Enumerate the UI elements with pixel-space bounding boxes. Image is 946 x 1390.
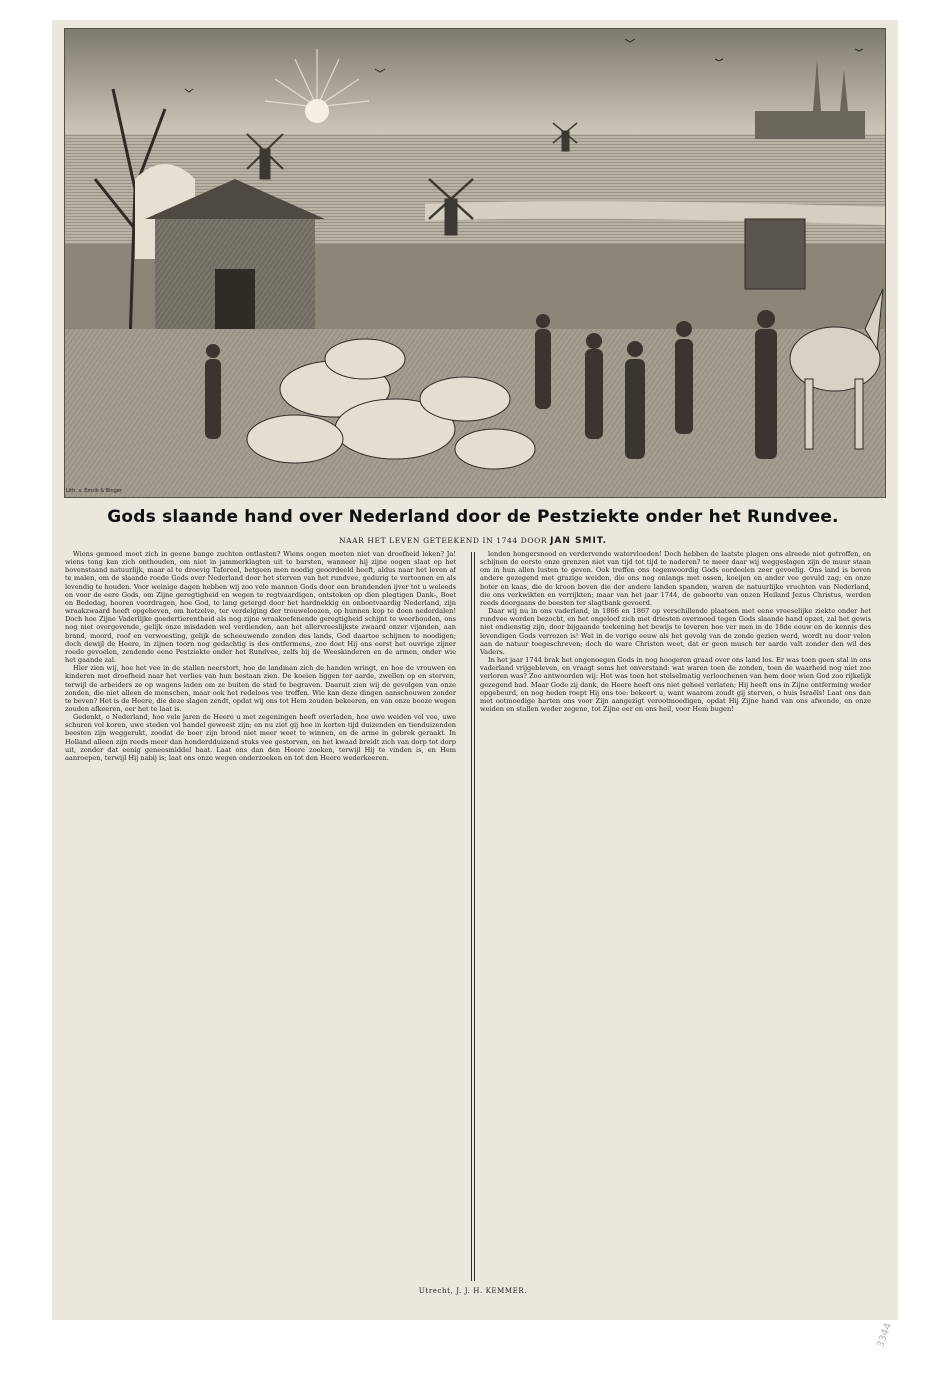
engraving-illustration <box>64 28 886 498</box>
print-title: Gods slaande hand over Nederland door de Pestziekte onder het Rundvee. <box>107 507 839 527</box>
left-paragraph: Hier zien wij, hoe het vee in de stallen neerstort, hoe de landman zich de handen wringt, en hoe de vrouwen en kinderen met droefheid naar het verlies van hun bestaan zien. De koeien liggen ter aarde, zwellen op en sterven, terwijl de arbeiders ze op wagens laden om ze buiten de stad te begraven. Daaruit zien wij de gevolgen van onze zonden, die niet alleen de menschen, maar ook het redeloos vee treffen. Wie kan deze dingen aanschouwen zonder te beven? Het is de Heere, die deze slagen zendt, opdat wij ons tot Hem zouden bekeeren, en van onze booze wegen zouden afkeeren, eer het te laat is. <box>65 664 456 713</box>
print-subtitle <box>40 536 906 546</box>
right-paragraph: Daar wij nu in ons vaderland, in 1866 en 1867 op verschillende plaatsen met eene vreeselijke ziekte onder het rundvee worden bezocht, en het ongeloof zich met driesten overmoed tegen Gods slaande hand opzet, zal het gewis niet ondienstig zijn, door bijgaande teekening het bewijs te leveren hoe ver men in de 18de eeuw en de kennis des levendigen Gods verrezen is! Wat in de vorige eeuw als het gevolg van de zonde gezien werd, wordt nu door velen aan de natuur toegeschreven; doch de ware Christen weet, dat er geen musch ter aarde valt zonder den wil des Vaders. <box>480 607 871 656</box>
subtitle-lead: NAAR HET LEVEN GETEEKEND IN 1744 DOOR <box>338 536 548 545</box>
column-divider <box>474 552 475 1281</box>
left-paragraph: Wiens gemoed moet zich in geene bange zuchten ontlasten? Wiens oogen moeten niet van droefheid leken? Ja! wiens tong kan zich onthouden, om niet in jammerklagten uit te barsten, wanneer hij zijne oogen slaat op het bovenstaand natuurlijk, maar al te droevig Tafereel, betgeen men noodig geoordeeld heeft, aldus naar het leven af te malen, om de slaande roede Gods over Nederland door het sterven van het rundvee, gedurig te vertoonen en als levendig te houden. Voor weinige dagen hebben wij zoo vele mannen Gods door een brandenden ijver tot u weleeds en voor de eere Gods, om Zijne geregtigheid en wegen te regtvaardigen, ontstoken op dien plegtigen Dank-, Boet en Bededag, hooren voordragen, hoe God, te lang getergd door het hardnekkig en onboetvaardig Nederland, zijn wraakzwaard heeft opgeheven, om hetzelve, ter verdelging der trouweloozen, op hunnen kop te doen nederdalen! Doch hoe Zijne Vaderlijke goedertierentheid als nog zijne wraakoefenende geregtigheid schijnt te weerhouden, ons nog niet overgevende, gelijk onze misdaden wel verdienden, aan het allervreeslijkste zwaard onzer vijanden, aan brand, moord, roof en verwoesting, gelijk de scheeuwende zonden des lands, God daartoe schijnen te noodigen; doch dewijl de Heere, in zijnen toorn nog gedachtig is des ontfermens, zoo doet Hij ons eerst het ouvrige zijner roede gevoelen, zendende eene Pestziekte onder het Rundvee, zelfs bij de Weeskinderen en de armen, onder wie het gaande zal. <box>65 550 456 665</box>
catalog-number: 3344 <box>875 1321 895 1350</box>
right-paragraph: lenden hongersnood en verdervende watervloeden! Doch hebben de laatste plagen ons alreede niet getroffen, en schijnen de eerste onze grenzen niet van tijd tot tijd te naderen? te meer daar wij weggeslagen zijn de muur staan om in hun allen lusten te geven. Ook treffen ons tegenwoordig Gods oordeelen zeer gevoelig. Ons land is boven andere gezegend met grazige weiden, die ons nog onlangs met ossen, koeijen en ander vee gevuld zag; en onze boter en kaas, die de kroon boven die der andere landen spanden, waren de natuurlijke vruchten van Nederland, die ons verkwikten en verrijkten; maar van het jaar 1744, de geboorte van onzen Heiland Jezus Christus, werden reeds doorgaans de beesten ter slagtbank gevoerd. <box>480 550 871 607</box>
text-column-right <box>480 550 871 1280</box>
right-paragraph: In het jaar 1744 brak het ongenoegen Gods in nog hoogeren graad over ons land los. Er was toen geen stal in ons vaderland vrijgebleven, en vraagt soms het onverstand: wat waren toen de zonden, toen de waarheid nog niet zoo verloren was? Zoo antwoorden wij: Het was toen het stelselmatig verloochenen van hem door wien God zoo rijkelijk gezegend had. Maar Gode zij dank, de Heere heeft ons niet geheel verlaten; Hij heeft ons in Zijne ontferming weder opgebeurd, en nog heden roept Hij ons toe: bekeert u, want waarom zoudt gij sterven, o huis Israëls! Laat ons dan met ootmoedige harten ons voor Zijn aangezigt verootmoedigen, opdat Hij Zijne hand van ons afwende, en onze weiden en stallen weder zegene, tot Zijne eer en ons heil, voor Hem bugen! <box>480 656 871 713</box>
subtitle-author: JAN SMIT. <box>550 536 608 546</box>
column-divider <box>471 552 472 1281</box>
lithographer-credit: Lith. v. Emrik & Binger <box>66 488 122 494</box>
text-column-left <box>65 550 456 1280</box>
publisher-imprint: Utrecht, J. J. H. KEMMER. <box>418 1287 528 1295</box>
left-paragraph: Gedenkt, o Nederland, hoe vele jaren de Heere u met zegeningen heeft overladen, hoe uwe weiden vol vee, uwe schuren vol koren, uwe steden vol handel geweest zijn; en nu ziet gij hoe in korten tijd duizenden en tienduizenden beesten zijn weggerukt, zoodat de boer zijn brood niet meer weet te winnen, en de arme in gebrek geraakt. In Holland alleen zijn reeds meer dan honderdduizend stuks vee gestorven, en het kwaad breidt zich van dorp tot dorp uit, zonder dat eenig geneesmiddel baat. Laat ons dan den Heere zoeken, terwijl Hij te vinden is, en Hem aanroepen, terwijl Hij nabij is; laat ons onze wegen onderzoeken en tot den Heere wederkeeren. <box>65 713 456 762</box>
